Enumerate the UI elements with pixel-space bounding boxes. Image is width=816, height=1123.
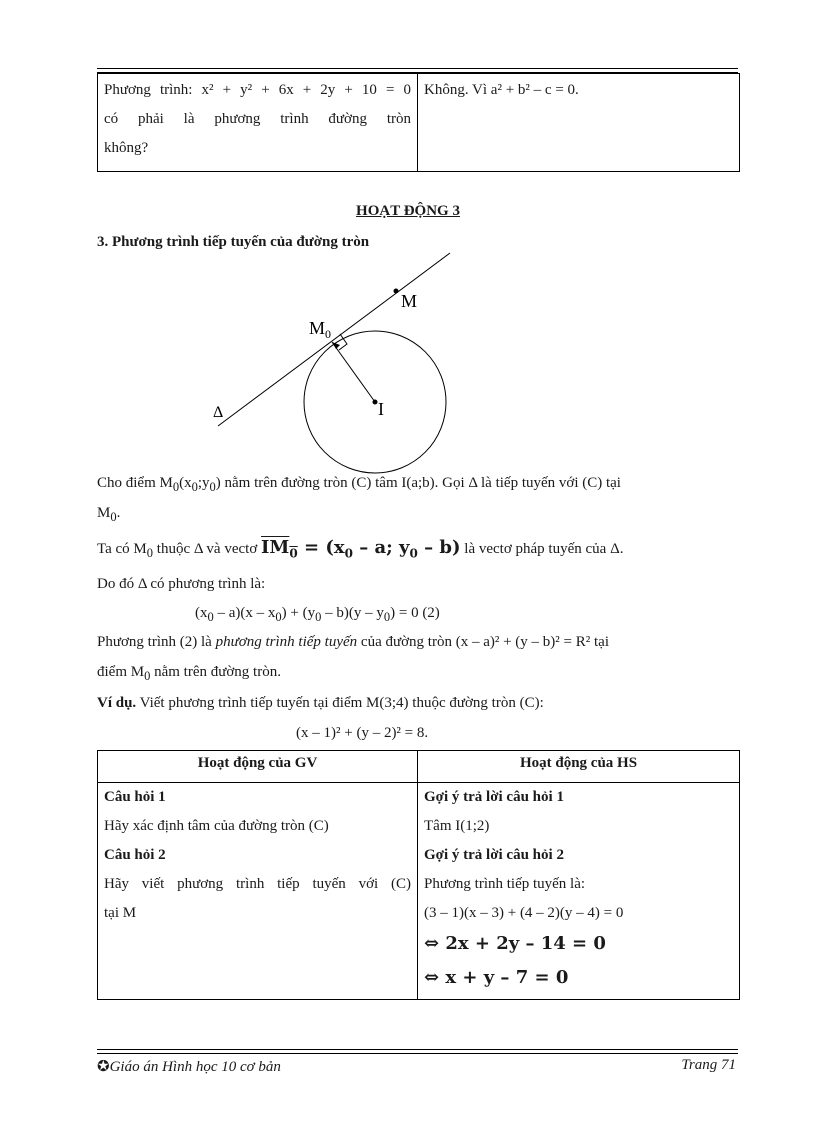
gv-question-1: Câu hỏi 1 bbox=[104, 789, 166, 805]
footer-rule-2 bbox=[97, 1053, 738, 1054]
gv-line-5: tại M bbox=[104, 905, 137, 921]
footer-right: Trang 71 bbox=[681, 1057, 736, 1073]
hs-hint-1: Gợi ý trả lời câu hỏi 1 bbox=[424, 789, 564, 805]
para4-line2: điểm $M_0$ nằm trên đường tròn. bbox=[97, 664, 281, 683]
hs-hint-2: Gợi ý trả lời câu hỏi 2 bbox=[424, 847, 564, 863]
label-I: I bbox=[378, 399, 384, 419]
hs-column bbox=[418, 783, 740, 1000]
top-table bbox=[97, 73, 740, 172]
right-angle-mark bbox=[339, 334, 347, 350]
hs-line-7: ⇔ x + y – 7 = 0 bbox=[424, 967, 569, 988]
top-rule-1 bbox=[97, 68, 738, 69]
example-line: Ví dụ. Viết phương trình tiếp tuyến tại điểm M(3;4) thuộc đường tròn (C): bbox=[97, 695, 544, 711]
para1-line1: Cho điểm $M_0(x_0;y_0)$ nằm trên đường tròn (C) tâm I(a;b). Gọi Δ là tiếp tuyến với (C) tại bbox=[97, 475, 621, 494]
label-M: M bbox=[401, 291, 418, 311]
label-M0-sub: 0 bbox=[325, 327, 331, 341]
point-M bbox=[394, 289, 399, 294]
hs-line-2: Tâm I(1;2) bbox=[424, 818, 490, 834]
gv-line-4: Hãy viết phương trình tiếp tuyến với (C) bbox=[104, 876, 411, 892]
hs-line-5: (3 – 1)(x – 3) + (4 – 2)(y – 4) = 0 bbox=[424, 905, 624, 921]
footer-rule-1 bbox=[97, 1049, 738, 1050]
tangent-line-delta bbox=[218, 253, 450, 426]
para4-line1: Phương trình (2) là phương trình tiếp tuyến của đường tròn (x – a)² + (y – b)² = R² tại bbox=[97, 634, 609, 650]
section-title: 3. Phương trình tiếp tuyến của đường tròn bbox=[97, 234, 370, 250]
para1-line2: $M_0$. bbox=[97, 505, 121, 524]
footer-left: ✪Giáo án Hình học 10 cơ bản bbox=[97, 1059, 281, 1075]
vector-im0: $IM_0$ bbox=[261, 537, 298, 561]
top-table-question bbox=[98, 74, 418, 172]
para2: Ta có $M_0$ thuộc Δ và vectơ $IM_0 = (x_0 - a$; $y_0 - b$) là vectơ pháp tuyến của Δ. bbox=[97, 537, 624, 561]
radius-segment bbox=[332, 342, 375, 402]
question-line-2: có phải là phương trình đường tròn bbox=[104, 111, 411, 127]
equation-2: $(x_0 - a)(x - x_0) + (y_0 - b)(y - y_0) = 0$ (2) bbox=[195, 605, 440, 624]
hs-line-6: ⇔ 2x + 2y – 14 = 0 bbox=[424, 933, 606, 954]
gv-line-2: Hãy xác định tâm của đường tròn (C) bbox=[104, 818, 329, 834]
question-line-1: Phương trình: x² + y² + 6x + 2y + 10 = 0 bbox=[104, 82, 411, 98]
point-I bbox=[373, 400, 378, 405]
header-gv: Hoạt động của GV bbox=[98, 751, 418, 783]
activity-heading: HOẠT ĐỘNG 3 bbox=[356, 203, 460, 219]
example-equation: (x – 1)² + (y – 2)² = 8. bbox=[296, 725, 429, 741]
gv-question-2: Câu hỏi 2 bbox=[104, 847, 166, 863]
footer-bullet-icon: ✪ bbox=[97, 1059, 110, 1075]
gv-column bbox=[98, 783, 418, 1000]
header-hs: Hoạt động của HS bbox=[418, 751, 740, 783]
hs-line-4: Phương trình tiếp tuyến là: bbox=[424, 876, 586, 892]
tangent-figure bbox=[200, 250, 480, 475]
activity-table bbox=[97, 750, 740, 1000]
question-line-3: không? bbox=[104, 140, 149, 156]
label-M0: M bbox=[309, 318, 326, 338]
answer-text: Không. Vì a² + b² – c = 0. bbox=[424, 82, 579, 98]
label-delta: Δ bbox=[213, 404, 224, 421]
top-table-answer bbox=[418, 74, 740, 172]
para3: Do đó Δ có phương trình là: bbox=[97, 576, 266, 592]
